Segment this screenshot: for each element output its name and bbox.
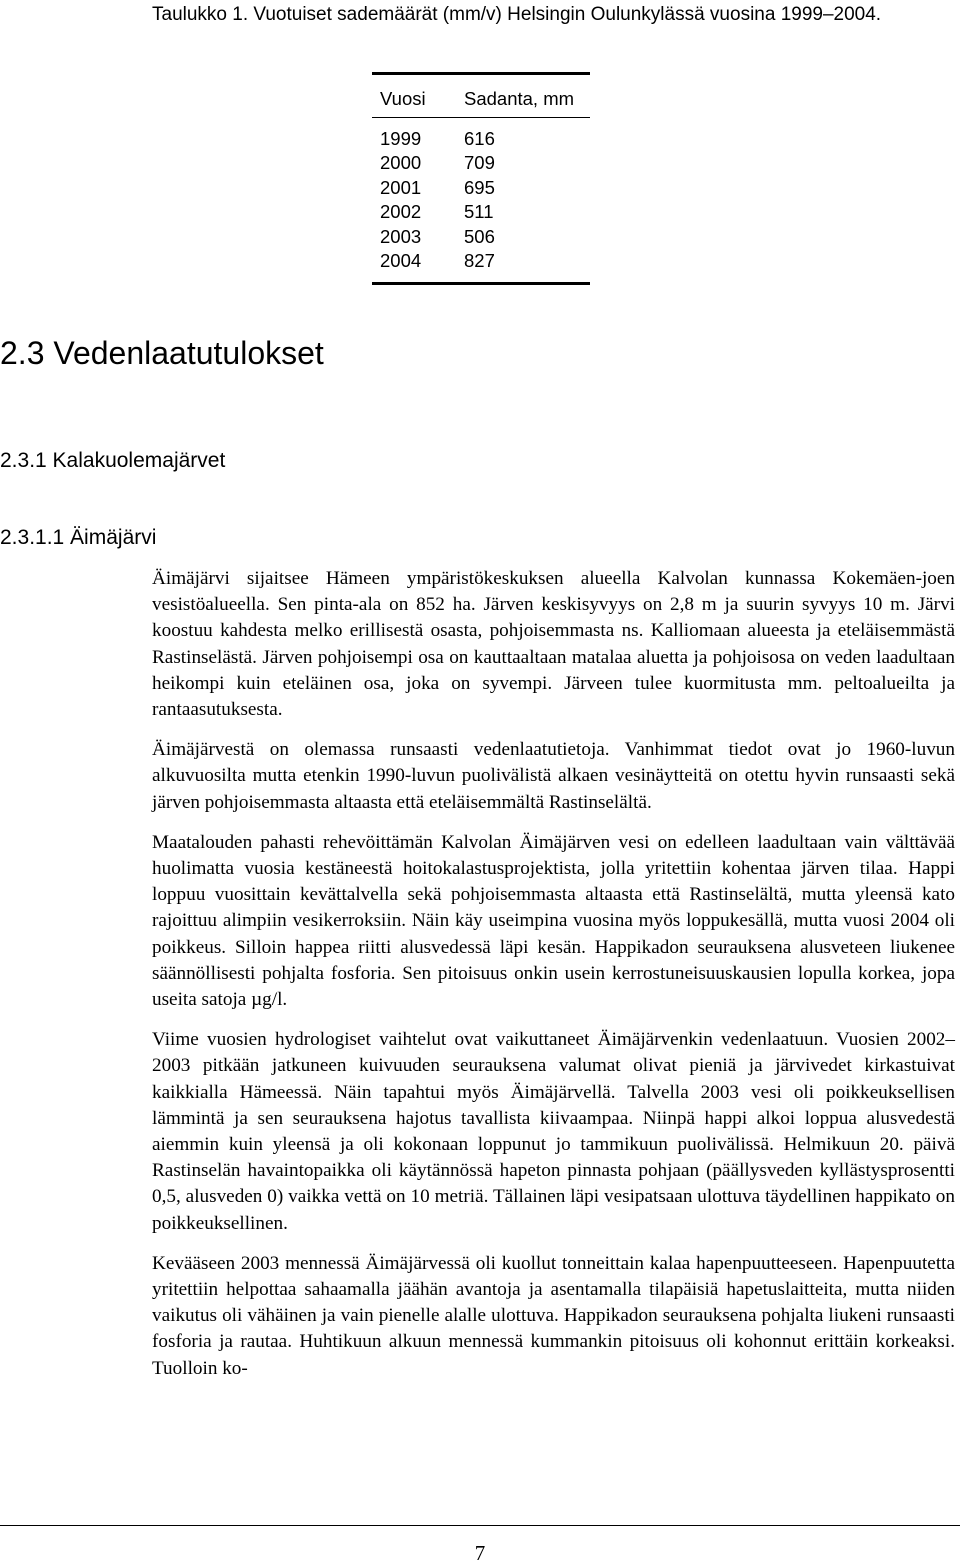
precipitation-cell: 511 bbox=[464, 201, 494, 223]
body-text bbox=[152, 566, 955, 1396]
page-number: 7 bbox=[474, 1541, 486, 1565]
table-bottom-rule bbox=[372, 282, 590, 285]
year-cell: 2003 bbox=[380, 225, 422, 247]
precipitation-cell: 709 bbox=[464, 152, 495, 174]
precipitation-cell: 506 bbox=[464, 225, 495, 247]
paragraph: Äimäjärvi sijaitsee Hämeen ympäristökeskuksen alueella Kalvolan kunnassa Kokemäen-joen vesistöalueella. Sen pinta-ala on 852 ha. Järven keskisyvyys on 2,8 m ja suurin syvyys 10 m. Järvi koostuu kahdesta melko erillisestä osasta, pohjoisemmasta ns. Kalliomaan alueesta ja eteläisemmästä Rastinselästä. Järven pohjoisempi osa on kauttaaltaan matalaa aluetta ja pohjoisosa on veden laadultaan heikompi kuin eteläinen osa, joka on syvempi. Järveen tulee kuormitusta mm. peltoalueilta ja rantaasutuksesta. bbox=[152, 568, 955, 721]
table-row bbox=[372, 127, 590, 151]
precipitation-cell: 827 bbox=[464, 250, 495, 272]
table-row bbox=[372, 176, 590, 200]
subsubsection-heading: 2.3.1.1 Äimäjärvi bbox=[0, 526, 157, 549]
paragraph: Kevääseen 2003 mennessä Äimäjärvessä oli kuollut tonneittain kalaa hapenpuutteeseen. Hapenpuutetta yritettiin helpottaa sahaamalla jäähän avantoja ja asentamalla tilapäisiä hapetuslaitteita, mutta niiden vaikutus oli vähäinen ja vain pienelle alalle ulottuva. Happikadon seurauksena pohjalta liukeni runsaasti fosforia ja rautaa. Huhtikuun alkuun mennessä kummankin pitoisuus oli kohonnut erittäin korkeaksi. Tuolloin ko- bbox=[152, 1252, 955, 1379]
year-cell: 2001 bbox=[380, 176, 422, 198]
table-caption: Taulukko 1. Vuotuiset sademäärät (mm/v) Helsingin Oulunkylässä vuosina 1999–2004. bbox=[152, 4, 882, 25]
column-header-precipitation: Sadanta, mm bbox=[464, 88, 575, 109]
table-row bbox=[372, 225, 590, 249]
footer-rule bbox=[0, 1525, 960, 1526]
paragraph: Viime vuosien hydrologiset vaihtelut ovat vaikuttaneet Äimäjärvenkin vedenlaatuun. Vuosien 2002–2003 pitkään jatkuneen kuivuuden seurauksena valumat olivat pieniä ja järvivedet kirkastuivat kaikkialla Hämeessä. Näin tapahtui myös Äimäjärvellä. Talvella 2003 vesi oli poikkeuksellisen lämmintä ja sen seurauksena hajotus tavallista kiivaampaa. Niinpä happi alkoi loppua alusvedestä aiemmin kuin yleensä ja oli kokonaan loppunut jo tammikuun puolivälissä. Helmikuun 20. päivä Rastinselän havaintopaikka oli käytännössä hapeton pinnasta pohjaan (päällysveden kyllästysprosentti 0,5, alusveden 0) vaikka vettä on 10 metriä. Tällainen läpi vesipatsaan ulottuva täydellinen happikato on poikkeuksellinen. bbox=[152, 1029, 955, 1234]
year-cell: 2000 bbox=[380, 152, 422, 174]
year-cell: 1999 bbox=[380, 128, 422, 149]
column-header-year: Vuosi bbox=[380, 88, 426, 109]
table-header-row bbox=[372, 75, 590, 118]
year-cell: 2002 bbox=[380, 201, 422, 223]
precipitation-table bbox=[372, 72, 590, 285]
subsection-heading: 2.3.1 Kalakuolemajärvet bbox=[0, 449, 226, 472]
paragraph: Äimäjärvestä on olemassa runsaasti vedenlaatutietoja. Vanhimmat tiedot ovat jo 1960-luvun alkuvuosilta mutta etenkin 1990-luvun puolivälistä alkaen vesinäytteitä on otettu hyvin runsaasti sekä järven pohjoisemmasta altaasta että eteläisemmältä Rastinselältä. bbox=[152, 739, 955, 813]
precipitation-cell: 695 bbox=[464, 176, 495, 198]
paragraph: Maatalouden pahasti rehevöittämän Kalvolan Äimäjärven vesi on edelleen laadultaan vain välttävää huolimatta vuosia kestäneestä hoitokalastusprojektista, jolla yritettiin kohentaa järven tilaa. Happi loppuu vuosittain kevättalvella sekä pohjoisemmasta altaasta että Rastinselältä, mutta yleensä kato rajoittuu alimpiin vesikerroksiin. Näin käy useimpina vuosina myös loppukesällä, mutta vuosi 2004 oli poikkeus. Silloin happea riitti alusvedessä läpi kesän. Happikadon seurauksena alusveteen liukenee säännöllisesti pohjalta fosforia. Sen pitoisuus onkin usein kerrostuneisuuskausien lopulla korkea, jopa useita satoja µg/l. bbox=[152, 831, 955, 1011]
table-row bbox=[372, 200, 590, 224]
table-row bbox=[372, 249, 590, 273]
precipitation-cell: 616 bbox=[464, 128, 495, 149]
section-heading: 2.3 Vedenlaatutulokset bbox=[0, 335, 324, 371]
year-cell: 2004 bbox=[380, 250, 422, 272]
table-body bbox=[372, 118, 590, 282]
table-row bbox=[372, 151, 590, 175]
